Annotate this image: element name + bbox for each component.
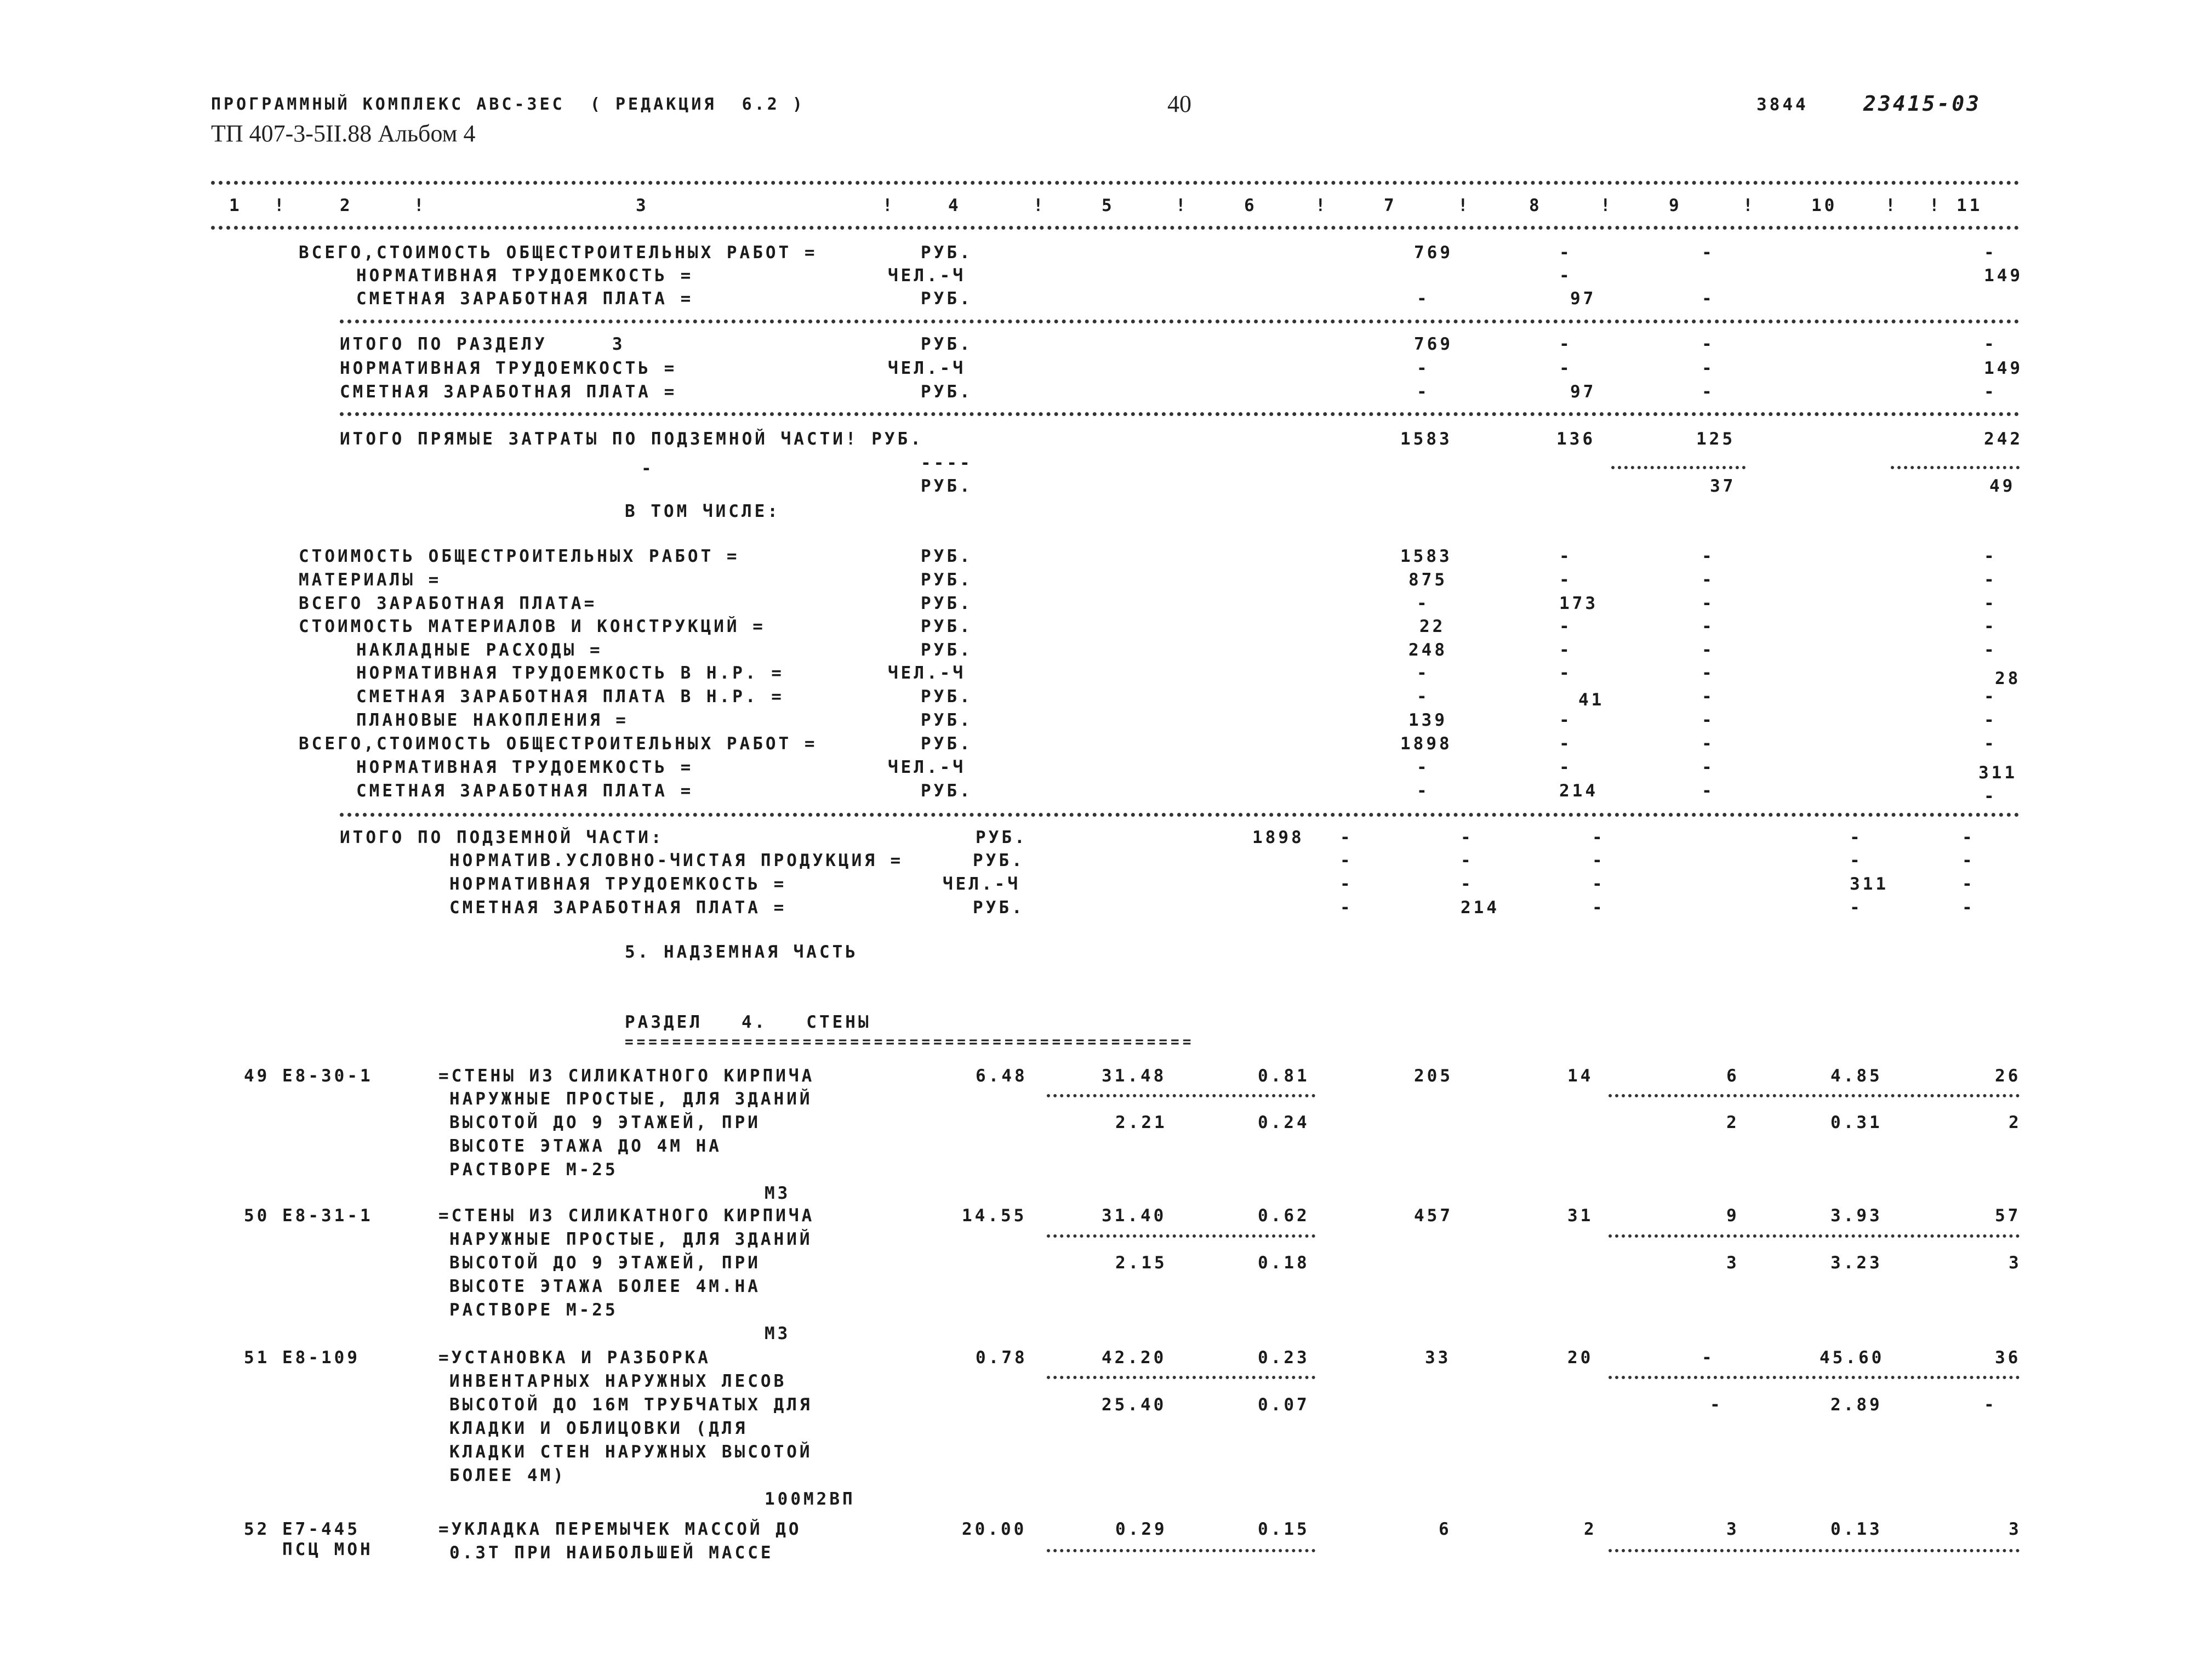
cell-c7: 33 [1425,1348,1451,1368]
column-divider: ! [1033,196,1046,215]
breakdown-c11: - [1984,710,1997,730]
breakdown-c11: - [1984,787,1997,806]
cell-c5: 42.20 [1102,1348,1167,1368]
cell-c4: 14.55 [962,1206,1027,1226]
section-underline: ================================================ [625,1034,1195,1050]
cell-a: - [1340,874,1353,894]
breakdown-c7: 1583 [1400,546,1452,566]
breakdown-c11: - [1984,640,1997,660]
including-label: В ТОМ ЧИСЛЕ: [625,502,780,521]
cell-c9: 125 [1696,429,1735,449]
breakdown-c11: 28 [1995,669,2021,688]
row-marker: - [641,459,654,479]
breakdown-c8: - [1559,546,1572,566]
item-text: КЛАДКИ И ОБЛИЦОВКИ (ДЛЯ [449,1419,748,1438]
breakdown-c7: 875 [1408,570,1447,590]
breakdown-c7: - [1417,687,1430,707]
breakdown-label: НОРМАТИВНАЯ ТРУДОЕМКОСТЬ В Н.Р. = [356,663,784,683]
cell-d: 311 [1850,874,1889,894]
cell-c8: 97 [1570,382,1596,402]
cell-c6: 0.07 [1258,1395,1310,1415]
breakdown-unit: РУБ. [921,734,973,754]
column-divider: ! [1458,196,1471,215]
cell-c7: - [1417,382,1430,402]
row-unit: РУБ. [976,828,1028,847]
breakdown-c9: - [1702,594,1715,613]
column-number: 9 [1669,196,1682,215]
cell-c11: - [1984,334,1997,354]
item-number: 51 [244,1348,270,1368]
item-code: Е8-109 [282,1348,360,1368]
cell-c11: 149 [1984,266,2023,286]
cell-d: - [1850,898,1863,918]
cell-c11: - [1984,243,1997,263]
breakdown-c9: - [1702,781,1715,801]
program-header: ПРОГРАММНЫЙ КОМПЛЕКС АВС-3ЕС ( РЕДАКЦИЯ 6.2 ) [211,95,805,114]
cell-e: - [1962,874,1975,894]
item-text: =УКЛАДКА ПЕРЕМЫЧЕК МАССОЙ ДО [438,1519,802,1539]
breakdown-c7: - [1417,663,1430,683]
breakdown-c11: - [1984,617,1997,636]
row-unit: РУБ. [921,476,973,496]
item-number: 50 [244,1206,270,1226]
breakdown-unit: РУБ. [921,710,973,730]
cell-c8: 20 [1567,1348,1594,1368]
breakdown-label: СТОИМОСТЬ ОБЩЕСТРОИТЕЛЬНЫХ РАБОТ = [299,546,740,566]
cell-c11: - [1984,1395,1997,1415]
item-text: =СТЕНЫ ИЗ СИЛИКАТНОГО КИРПИЧА [438,1066,815,1086]
breakdown-c8: 173 [1559,594,1598,613]
breakdown-unit: ЧЕЛ.-Ч [888,663,966,683]
cell-c11: 242 [1984,429,2023,449]
item-text: БОЛЕЕ 4М) [449,1466,566,1485]
header-rule-bottom [211,226,2020,230]
breakdown-c7: - [1417,594,1430,613]
cell-c10: 4.85 [1830,1066,1883,1086]
item-text: =СТЕНЫ ИЗ СИЛИКАТНОГО КИРПИЧА [438,1206,815,1226]
cell-c: - [1592,898,1605,918]
cell-c9: 9 [1726,1206,1740,1226]
cell-c: - [1592,828,1605,847]
breakdown-c8: 41 [1578,690,1605,710]
cell-c11: 2 [2009,1113,2022,1132]
item-text: =УСТАНОВКА И РАЗБОРКА [438,1348,711,1368]
item-text: РАСТВОРЕ М-25 [449,1300,618,1320]
divider [340,412,2020,416]
breakdown-c7: - [1417,758,1430,777]
item-unit: М3 [765,1324,791,1343]
cell-c7: 457 [1414,1206,1453,1226]
divider [1611,466,1746,469]
cell-c: - [1592,851,1605,870]
item-code-extra: ПСЦ МОН [282,1540,373,1559]
row-label: СМЕТНАЯ ЗАРАБОТНАЯ ПЛАТА = [356,289,694,309]
cell-c7: 1583 [1400,429,1452,449]
breakdown-c9: - [1702,617,1715,636]
breakdown-label: ВСЕГО,СТОИМОСТЬ ОБЩЕСТРОИТЕЛЬНЫХ РАБОТ = [299,734,818,754]
breakdown-c8: - [1559,617,1572,636]
cell-a: - [1340,898,1353,918]
cell-c8: - [1559,334,1572,354]
column-number: 6 [1244,196,1257,215]
divider [340,813,2020,817]
cell-b: - [1461,828,1474,847]
cell-c8: 136 [1556,429,1595,449]
column-number: 2 [340,196,353,215]
cell-c6: 0.81 [1258,1066,1310,1086]
column-number: 5 [1102,196,1115,215]
column-divider: ! [1743,196,1756,215]
cell-c9: - [1702,1348,1715,1368]
cell-c11: 149 [1984,358,2023,378]
breakdown-c8: - [1559,758,1572,777]
cell-a: - [1340,851,1353,870]
column-number: 7 [1384,196,1397,215]
breakdown-c9: - [1702,663,1715,683]
album-title: ТП 407-3-5II.88 Альбом 4 [211,120,476,147]
breakdown-c7: 22 [1419,617,1446,636]
item-unit: М3 [765,1183,791,1203]
breakdown-c8: - [1559,734,1572,754]
cell-c10: 0.13 [1830,1519,1883,1539]
cell-c8: 97 [1570,289,1596,309]
cell-c6: 0.23 [1258,1348,1310,1368]
divider [1609,1549,2020,1552]
column-divider: ! [1176,196,1189,215]
breakdown-c11: - [1984,570,1997,590]
cell-c7: - [1417,289,1430,309]
item-text: НАРУЖНЫЕ ПРОСТЫЕ, ДЛЯ ЗДАНИЙ [449,1229,813,1249]
breakdown-c9: - [1702,570,1715,590]
item-text: НАРУЖНЫЕ ПРОСТЫЕ, ДЛЯ ЗДАНИЙ [449,1089,813,1109]
breakdown-label: СТОИМОСТЬ МАТЕРИАЛОВ И КОНСТРУКЦИЙ = [299,617,766,636]
item-text: ВЫСОТОЙ ДО 9 ЭТАЖЕЙ, ПРИ [449,1113,761,1132]
cell-c10: 0.31 [1830,1113,1883,1132]
cell-a: - [1340,828,1353,847]
cell-c9: 3 [1726,1519,1740,1539]
breakdown-label: ПЛАНОВЫЕ НАКОПЛЕНИЯ = [356,710,629,730]
breakdown-c8: 214 [1559,781,1598,801]
item-text: ВЫСОТОЙ ДО 9 ЭТАЖЕЙ, ПРИ [449,1253,761,1273]
row-label: ИТОГО ПРЯМЫЕ ЗАТРАТЫ ПО ПОДЗЕМНОЙ ЧАСТИ! РУБ. [340,429,923,449]
row-label: НОРМАТИВНАЯ ТРУДОЕМКОСТЬ = [356,266,694,286]
cell-c11: 36 [1995,1348,2021,1368]
breakdown-label: НОРМАТИВНАЯ ТРУДОЕМКОСТЬ = [356,758,694,777]
cell-c11: 49 [1989,476,2016,496]
column-divider: ! [882,196,896,215]
cell-c6: 0.62 [1258,1206,1310,1226]
cell-c8: 2 [1584,1519,1597,1539]
breakdown-label: СМЕТНАЯ ЗАРАБОТНАЯ ПЛАТА = [356,781,694,801]
column-divider: ! [1929,196,1942,215]
row-unit: РУБ. [921,289,973,309]
cell-c7: 6 [1439,1519,1452,1539]
row-label: НОРМАТИВНАЯ ТРУДОЕМКОСТЬ = [449,874,787,894]
row-unit: РУБ. [921,334,973,354]
breakdown-c7: - [1417,781,1430,801]
unit-dash: ---- [921,453,973,473]
item-code: Е8-31-1 [282,1206,373,1226]
cell-b: - [1461,874,1474,894]
cell-c9: - [1702,289,1715,309]
cell-c9: - [1702,382,1715,402]
row-unit: РУБ. [921,382,973,402]
item-text: ВЫСОТЕ ЭТАЖА ДО 4М НА [449,1136,722,1156]
cell-c10: 2.89 [1830,1395,1883,1415]
cell-c7: 769 [1414,334,1453,354]
cell-c8: - [1559,358,1572,378]
row-unit: ЧЕЛ.-Ч [943,874,1020,894]
cell-c11: 26 [1995,1066,2021,1086]
row-unit: РУБ. [973,851,1025,870]
cell-c6: 0.18 [1258,1253,1310,1273]
column-number: 8 [1529,196,1542,215]
breakdown-unit: РУБ. [921,546,973,566]
cell-c5: 0.29 [1115,1519,1167,1539]
cell-c9: - [1702,358,1715,378]
item-text: ВЫСОТОЙ ДО 16М ТРУБЧАТЫХ ДЛЯ [449,1395,813,1415]
column-divider: ! [1885,196,1898,215]
cell-e: - [1962,828,1975,847]
page-number: 40 [1167,90,1191,117]
breakdown-c11: - [1984,594,1997,613]
cell-d: - [1850,828,1863,847]
cell-c9: - [1702,334,1715,354]
breakdown-c8: - [1559,640,1572,660]
divider [1047,1094,1315,1097]
breakdown-c9: - [1702,546,1715,566]
breakdown-c8: - [1559,570,1572,590]
cell-c11: 3 [2009,1253,2022,1273]
total-value: 1898 [1252,828,1304,847]
breakdown-c9: - [1702,758,1715,777]
cell-c9: 3 [1726,1253,1740,1273]
breakdown-label: ВСЕГО ЗАРАБОТНАЯ ПЛАТА= [299,594,597,613]
row-label: ВСЕГО,СТОИМОСТЬ ОБЩЕСТРОИТЕЛЬНЫХ РАБОТ = [299,243,818,263]
column-number: 11 [1957,196,1983,215]
item-text: КЛАДКИ СТЕН НАРУЖНЫХ ВЫСОТОЙ [449,1442,813,1462]
breakdown-unit: РУБ. [921,570,973,590]
cell-c10: 3.93 [1830,1206,1883,1226]
item-text: ИНВЕНТАРНЫХ НАРУЖНЫХ ЛЕСОВ [449,1371,787,1391]
breakdown-c8: - [1559,663,1572,683]
cell-c5: 2.21 [1115,1113,1167,1132]
cell-c9: - [1710,1395,1723,1415]
breakdown-c11: - [1984,687,1997,707]
breakdown-c11: 311 [1978,763,2017,783]
divider [1047,1549,1315,1552]
cell-c4: 20.00 [962,1519,1027,1539]
column-number: 1 [229,196,242,215]
divider [1891,466,2020,469]
breakdown-label: МАТЕРИАЛЫ = [299,570,442,590]
breakdown-c9: - [1702,687,1715,707]
column-divider: ! [414,196,427,215]
breakdown-c7: 139 [1408,710,1447,730]
breakdown-c8: - [1559,710,1572,730]
row-label: СМЕТНАЯ ЗАРАБОТНАЯ ПЛАТА = [449,898,787,918]
item-text: ВЫСОТЕ ЭТАЖА БОЛЕЕ 4М.НА [449,1277,761,1296]
breakdown-unit: РУБ. [921,781,973,801]
cell-d: - [1850,851,1863,870]
column-number: 10 [1811,196,1838,215]
column-number: 4 [948,196,961,215]
breakdown-unit: РУБ. [921,640,973,660]
breakdown-c9: - [1702,710,1715,730]
row-label: НОРМАТИВ.УСЛОВНО-ЧИСТАЯ ПРОДУКЦИЯ = [449,851,904,870]
item-unit: 100М2ВП [765,1489,856,1509]
cell-c6: 0.24 [1258,1113,1310,1132]
row-label: СМЕТНАЯ ЗАРАБОТНАЯ ПЛАТА = [340,382,677,402]
breakdown-c11: - [1984,734,1997,754]
cell-c7: 769 [1414,243,1453,263]
row-unit: РУБ. [921,243,973,263]
cell-c10: 3.23 [1830,1253,1883,1273]
cell-c11: 57 [1995,1206,2021,1226]
breakdown-c9: - [1702,734,1715,754]
column-divider: ! [1315,196,1328,215]
breakdown-unit: РУБ. [921,594,973,613]
cell-c: - [1592,874,1605,894]
breakdown-c9: - [1702,640,1715,660]
column-divider: ! [1600,196,1613,215]
cell-c8: 14 [1567,1066,1594,1086]
cell-c8: 31 [1567,1206,1594,1226]
cell-c7: - [1417,358,1430,378]
cell-c9: 2 [1726,1113,1740,1132]
cell-c11: 3 [2009,1519,2022,1539]
header-rule-top [211,181,2020,185]
cell-c10: 45.60 [1820,1348,1885,1368]
row-unit: РУБ. [973,898,1025,918]
row-label: ИТОГО ПО РАЗДЕЛУ 3 [340,334,625,354]
divider [1609,1234,2020,1238]
cell-c7: 205 [1414,1066,1453,1086]
cell-c11: - [1984,382,1997,402]
breakdown-unit: ЧЕЛ.-Ч [888,758,966,777]
cell-c5: 2.15 [1115,1253,1167,1273]
cell-c9: 37 [1710,476,1736,496]
breakdown-label: НАКЛАДНЫЕ РАСХОДЫ = [356,640,603,660]
cell-c5: 25.40 [1102,1395,1167,1415]
cell-c4: 0.78 [976,1348,1028,1368]
column-divider: ! [274,196,287,215]
document-code: 3844 [1757,95,1809,115]
item-code: Е8-30-1 [282,1066,373,1086]
section-title: РАЗДЕЛ 4. СТЕНЫ [625,1012,871,1032]
divider [1047,1376,1315,1379]
breakdown-label: СМЕТНАЯ ЗАРАБОТНАЯ ПЛАТА В Н.Р. = [356,687,784,707]
item-number: 52 [244,1519,270,1539]
breakdown-unit: РУБ. [921,687,973,707]
cell-c9: 6 [1726,1066,1740,1086]
divider [1609,1376,2020,1379]
cell-c9: - [1702,243,1715,263]
document-number: 23415-03 [1863,92,1982,116]
item-number: 49 [244,1066,270,1086]
cell-e: - [1962,851,1975,870]
row-unit: ЧЕЛ.-Ч [888,358,966,378]
cell-c6: 0.15 [1258,1519,1310,1539]
row-unit: ЧЕЛ.-Ч [888,266,966,286]
cell-c5: 31.48 [1102,1066,1167,1086]
cell-b: - [1461,851,1474,870]
row-label: ИТОГО ПО ПОДЗЕМНОЙ ЧАСТИ: [340,828,664,847]
row-label: НОРМАТИВНАЯ ТРУДОЕМКОСТЬ = [340,358,677,378]
breakdown-c11: - [1984,546,1997,566]
breakdown-unit: РУБ. [921,617,973,636]
item-text: 0.3Т ПРИ НАИБОЛЬШЕЙ МАССЕ [449,1543,774,1563]
cell-c8: - [1559,266,1572,286]
divider [340,320,2020,323]
divider [1047,1234,1315,1238]
part-title: 5. НАДЗЕМНАЯ ЧАСТЬ [625,942,858,962]
cell-c5: 31.40 [1102,1206,1167,1226]
cell-c4: 6.48 [976,1066,1028,1086]
divider [1609,1094,2020,1097]
item-text: РАСТВОРЕ М-25 [449,1160,618,1180]
column-number: 3 [636,196,649,215]
cell-c8: - [1559,243,1572,263]
cell-e: - [1962,898,1975,918]
breakdown-c7: 1898 [1400,734,1452,754]
cell-b: 214 [1461,898,1499,918]
item-code: Е7-445 [282,1519,360,1539]
breakdown-c7: 248 [1408,640,1447,660]
